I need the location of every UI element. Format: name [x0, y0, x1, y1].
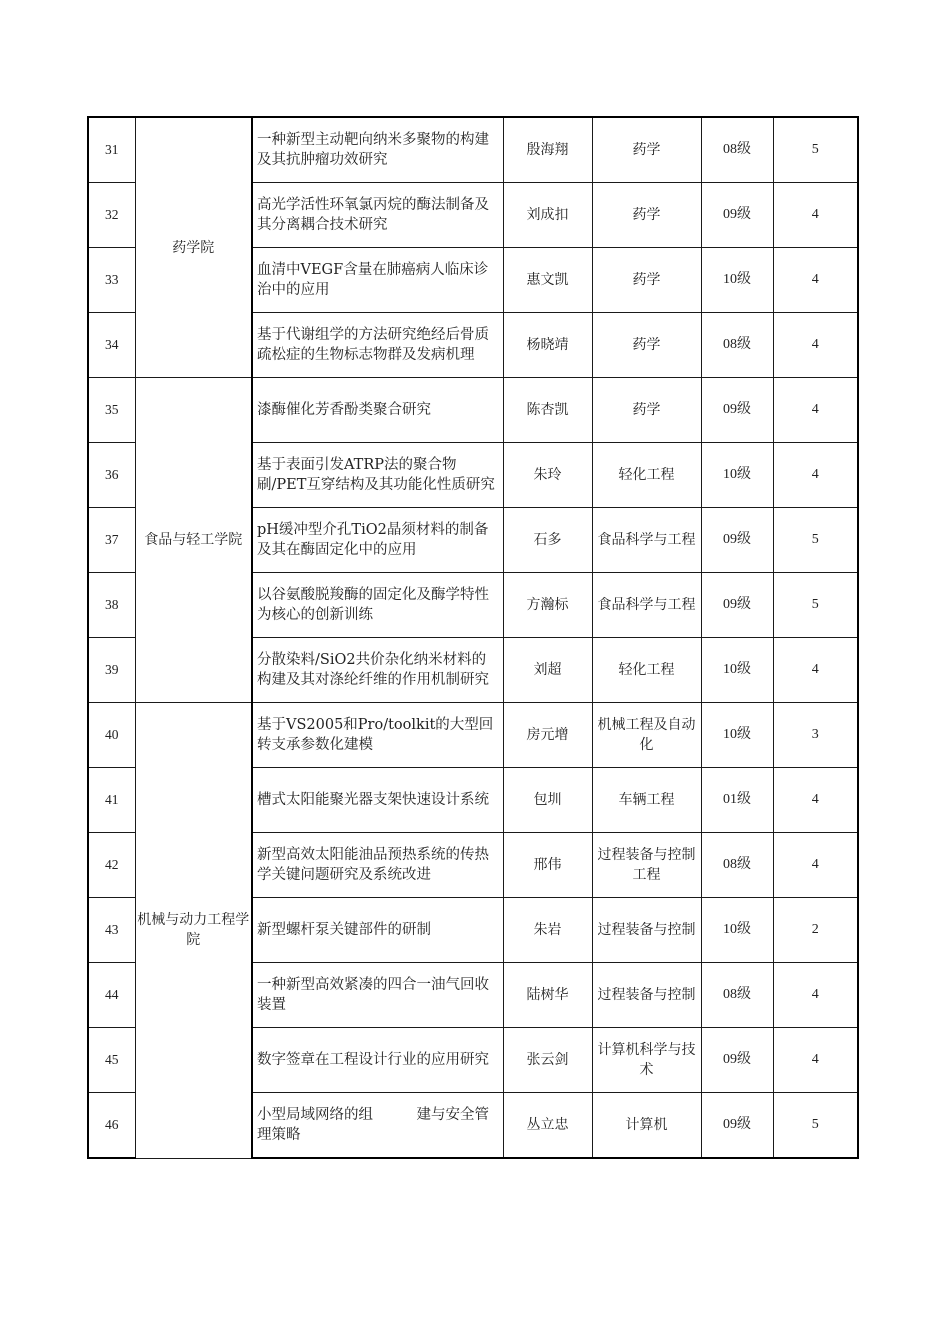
grade: 01级 — [701, 768, 773, 833]
project-title: pH缓冲型介孔TiO2晶须材料的制备及其在酶固定化中的应用 — [252, 508, 503, 573]
grade: 09级 — [701, 378, 773, 443]
row-number: 43 — [88, 898, 135, 963]
score: 4 — [773, 963, 858, 1028]
student-name: 惠文凯 — [503, 248, 592, 313]
project-title: 基于VS2005和Pro/toolkit的大型回转支承参数化建模 — [252, 703, 503, 768]
grade: 08级 — [701, 117, 773, 183]
student-name: 邢伟 — [503, 833, 592, 898]
major: 机械工程及自动化 — [592, 703, 701, 768]
student-name: 丛立忠 — [503, 1093, 592, 1159]
row-number: 44 — [88, 963, 135, 1028]
score: 4 — [773, 183, 858, 248]
student-name: 陈杏凯 — [503, 378, 592, 443]
score: 4 — [773, 443, 858, 508]
grade: 09级 — [701, 183, 773, 248]
student-name: 张云剑 — [503, 1028, 592, 1093]
score: 5 — [773, 1093, 858, 1159]
student-name: 殷海翔 — [503, 117, 592, 183]
major: 食品科学与工程 — [592, 508, 701, 573]
major: 轻化工程 — [592, 638, 701, 703]
student-name: 陆树华 — [503, 963, 592, 1028]
row-number: 36 — [88, 443, 135, 508]
row-number: 39 — [88, 638, 135, 703]
table-row — [88, 117, 858, 183]
student-name: 石多 — [503, 508, 592, 573]
row-number: 40 — [88, 703, 135, 768]
grade: 10级 — [701, 898, 773, 963]
student-name: 朱岩 — [503, 898, 592, 963]
row-number: 38 — [88, 573, 135, 638]
score: 5 — [773, 573, 858, 638]
project-title: 槽式太阳能聚光器支架快速设计系统 — [252, 768, 503, 833]
project-title: 新型螺杆泵关键部件的研制 — [252, 898, 503, 963]
grade: 10级 — [701, 638, 773, 703]
row-number: 45 — [88, 1028, 135, 1093]
score: 4 — [773, 248, 858, 313]
score: 4 — [773, 313, 858, 378]
college-cell: 食品与轻工学院 — [135, 378, 252, 703]
grade: 09级 — [701, 1028, 773, 1093]
major: 车辆工程 — [592, 768, 701, 833]
major: 药学 — [592, 313, 701, 378]
grade: 08级 — [701, 963, 773, 1028]
grade: 09级 — [701, 573, 773, 638]
project-title: 数字签章在工程设计行业的应用研究 — [252, 1028, 503, 1093]
score: 4 — [773, 378, 858, 443]
student-name: 刘超 — [503, 638, 592, 703]
row-number: 33 — [88, 248, 135, 313]
grade: 08级 — [701, 833, 773, 898]
college-cell: 药学院 — [135, 117, 252, 378]
project-title: 高光学活性环氧氯丙烷的酶法制备及其分离耦合技术研究 — [252, 183, 503, 248]
major: 药学 — [592, 248, 701, 313]
project-title: 一种新型主动靶向纳米多聚物的构建及其抗肿瘤功效研究 — [252, 117, 503, 183]
score: 5 — [773, 508, 858, 573]
row-number: 35 — [88, 378, 135, 443]
student-name: 房元增 — [503, 703, 592, 768]
major: 药学 — [592, 378, 701, 443]
grade: 10级 — [701, 248, 773, 313]
row-number: 41 — [88, 768, 135, 833]
student-name: 方瀚标 — [503, 573, 592, 638]
project-title: 小型局域网络的组 建与安全管理策略 — [252, 1093, 503, 1159]
project-title: 血清中VEGF含量在肺癌病人临床诊治中的应用 — [252, 248, 503, 313]
project-title: 基于表面引发ATRP法的聚合物刷/PET互穿结构及其功能化性质研究 — [252, 443, 503, 508]
project-title: 基于代谢组学的方法研究绝经后骨质疏松症的生物标志物群及发病机理 — [252, 313, 503, 378]
score: 4 — [773, 638, 858, 703]
project-title: 新型高效太阳能油品预热系统的传热学关键问题研究及系统改进 — [252, 833, 503, 898]
row-number: 32 — [88, 183, 135, 248]
project-table — [87, 116, 859, 1159]
major: 食品科学与工程 — [592, 573, 701, 638]
grade: 09级 — [701, 508, 773, 573]
major: 过程装备与控制 — [592, 898, 701, 963]
grade: 09级 — [701, 1093, 773, 1159]
row-number: 42 — [88, 833, 135, 898]
major: 轻化工程 — [592, 443, 701, 508]
major: 过程装备与控制工程 — [592, 833, 701, 898]
student-name: 杨晓靖 — [503, 313, 592, 378]
score: 4 — [773, 1028, 858, 1093]
row-number: 34 — [88, 313, 135, 378]
score: 3 — [773, 703, 858, 768]
table-row — [88, 378, 858, 443]
major: 药学 — [592, 117, 701, 183]
student-name: 朱玲 — [503, 443, 592, 508]
college-cell: 机械与动力工程学院 — [135, 703, 252, 1159]
student-name: 刘成扣 — [503, 183, 592, 248]
major: 计算机 — [592, 1093, 701, 1159]
score: 5 — [773, 117, 858, 183]
project-title: 一种新型高效紧凑的四合一油气回收装置 — [252, 963, 503, 1028]
major: 药学 — [592, 183, 701, 248]
project-title: 漆酶催化芳香酚类聚合研究 — [252, 378, 503, 443]
student-name: 包圳 — [503, 768, 592, 833]
major: 计算机科学与技术 — [592, 1028, 701, 1093]
project-title: 分散染料/SiO2共价杂化纳米材料的构建及其对涤纶纤维的作用机制研究 — [252, 638, 503, 703]
row-number: 46 — [88, 1093, 135, 1159]
score: 4 — [773, 833, 858, 898]
major: 过程装备与控制 — [592, 963, 701, 1028]
score: 2 — [773, 898, 858, 963]
grade: 10级 — [701, 703, 773, 768]
grade: 08级 — [701, 313, 773, 378]
score: 4 — [773, 768, 858, 833]
row-number: 37 — [88, 508, 135, 573]
project-title: 以谷氨酸脱羧酶的固定化及酶学特性为核心的创新训练 — [252, 573, 503, 638]
table-row — [88, 703, 858, 768]
grade: 10级 — [701, 443, 773, 508]
row-number: 31 — [88, 117, 135, 183]
